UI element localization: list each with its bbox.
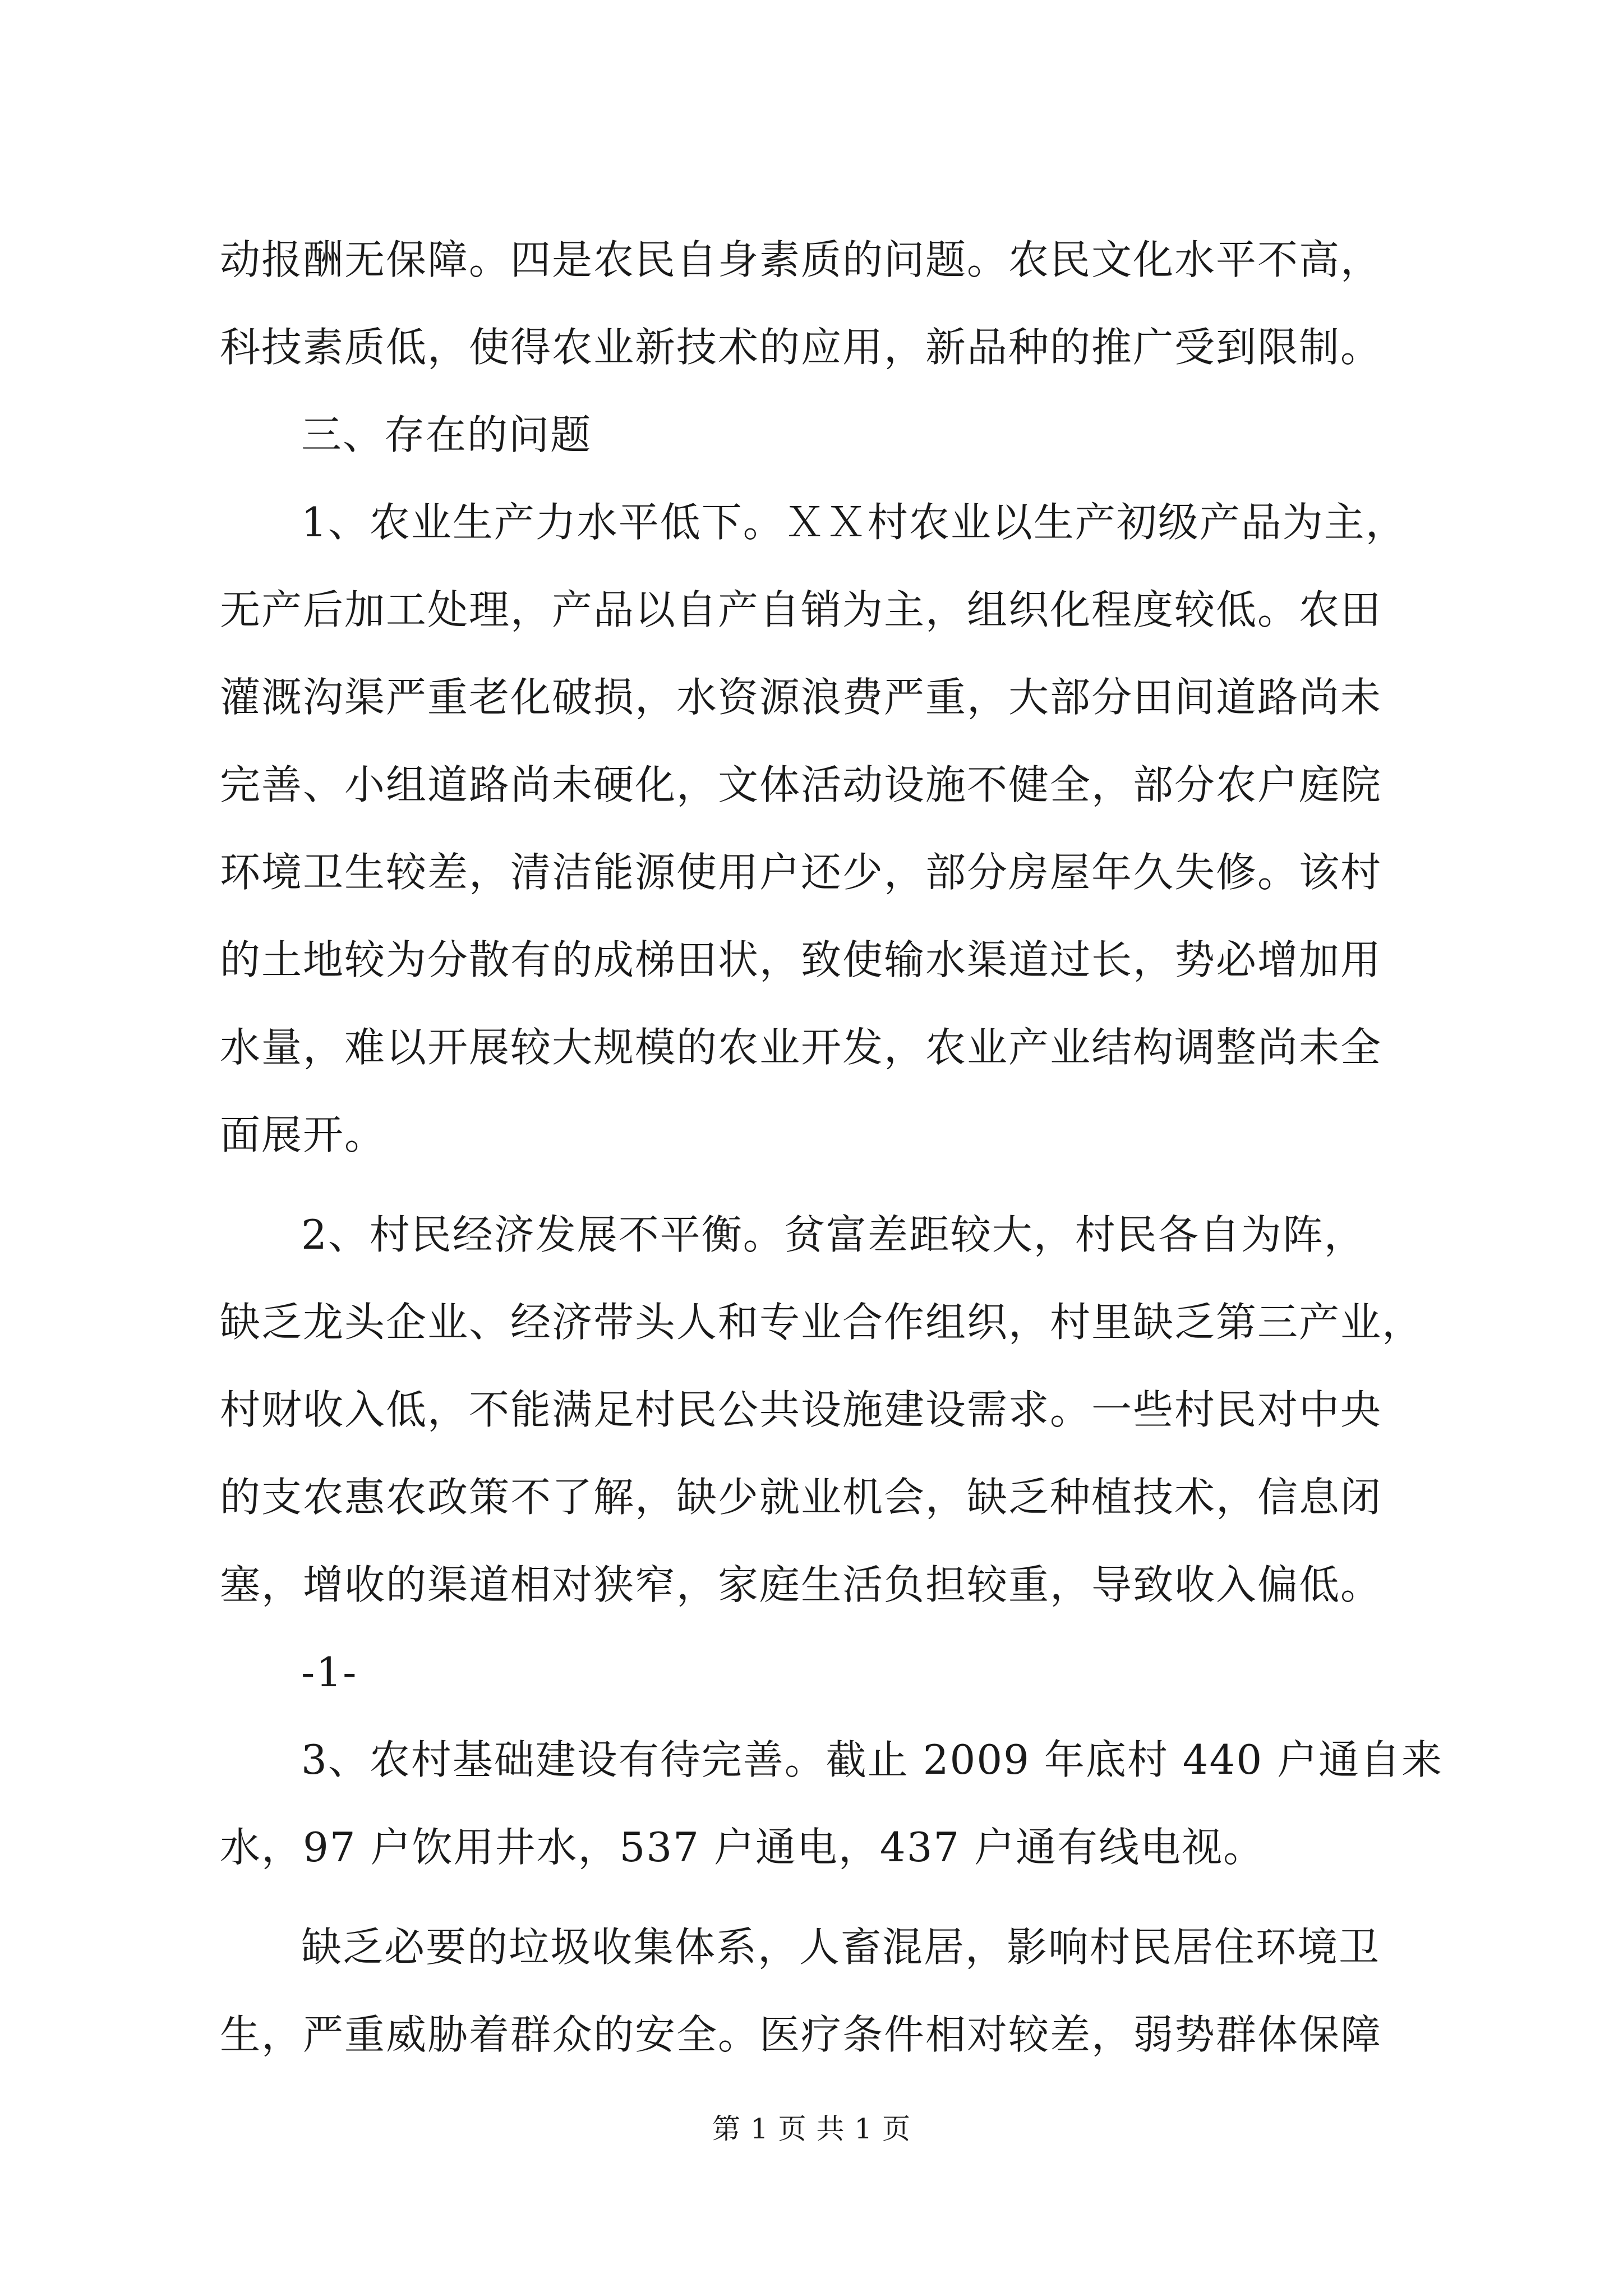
text-line: 环境卫生较差，清洁能源使用户还少，部分房屋年久失修。该村 (220, 849, 1382, 896)
text-line: 缺乏龙头企业、经济带头人和专业合作组织，村里缺乏第三产业， (220, 1299, 1424, 1346)
text-line: 水，97 户饮用井水，537 户通电，437 户通有线电视。 (220, 1824, 1265, 1871)
text-line: 面展开。 (220, 1111, 386, 1158)
document-body (220, 216, 1444, 2078)
text-line: 完善、小组道路尚未硬化，文体活动设施不健全，部分农户庭院 (220, 761, 1382, 808)
text-line: 的支农惠农政策不了解，缺少就业机会，缺乏种植技术，信息闭 (220, 1474, 1382, 1521)
page-footer: 第 1 页 共 1 页 (712, 2113, 911, 2145)
text-line: 缺乏必要的垃圾收集体系，人畜混居，影响村民居住环境卫 (301, 1924, 1381, 1971)
text-line: 3、农村基础建设有待完善。截止 2009 年底村 440 户通自来 (301, 1736, 1444, 1783)
text-line: 生，严重威胁着群众的安全。医疗条件相对较差，弱势群体保障 (220, 2011, 1382, 2058)
text-line: 灌溉沟渠严重老化破损，水资源浪费严重，大部分田间道路尚未 (220, 674, 1382, 721)
inline-page-number: -1- (301, 1649, 358, 1696)
text-line: 1、农业生产力水平低下。ＸＸ村农业以生产初级产品为主， (301, 499, 1407, 546)
text-line: 塞，增收的渠道相对狭窄，家庭生活负担较重，导致收入偏低。 (220, 1561, 1382, 1608)
text-line: 水量，难以开展较大规模的农业开发，农业产业结构调整尚未全 (220, 1024, 1382, 1071)
text-line: 村财收入低，不能满足村民公共设施建设需求。一些村民对中央 (220, 1386, 1382, 1433)
text-line: 科技素质低，使得农业新技术的应用，新品种的推广受到限制。 (220, 324, 1382, 371)
text-line: 的土地较为分散有的成梯田状，致使输水渠道过长，势必增加用 (220, 936, 1382, 983)
section-heading: 三、存在的问题 (301, 411, 592, 458)
text-line: 2、村民经济发展不平衡。贫富差距较大，村民各自为阵， (301, 1211, 1366, 1258)
text-line: 动报酬无保障。四是农民自身素质的问题。农民文化水平不高， (220, 236, 1382, 283)
text-line: 无产后加工处理，产品以自产自销为主，组织化程度较低。农田 (220, 586, 1382, 633)
